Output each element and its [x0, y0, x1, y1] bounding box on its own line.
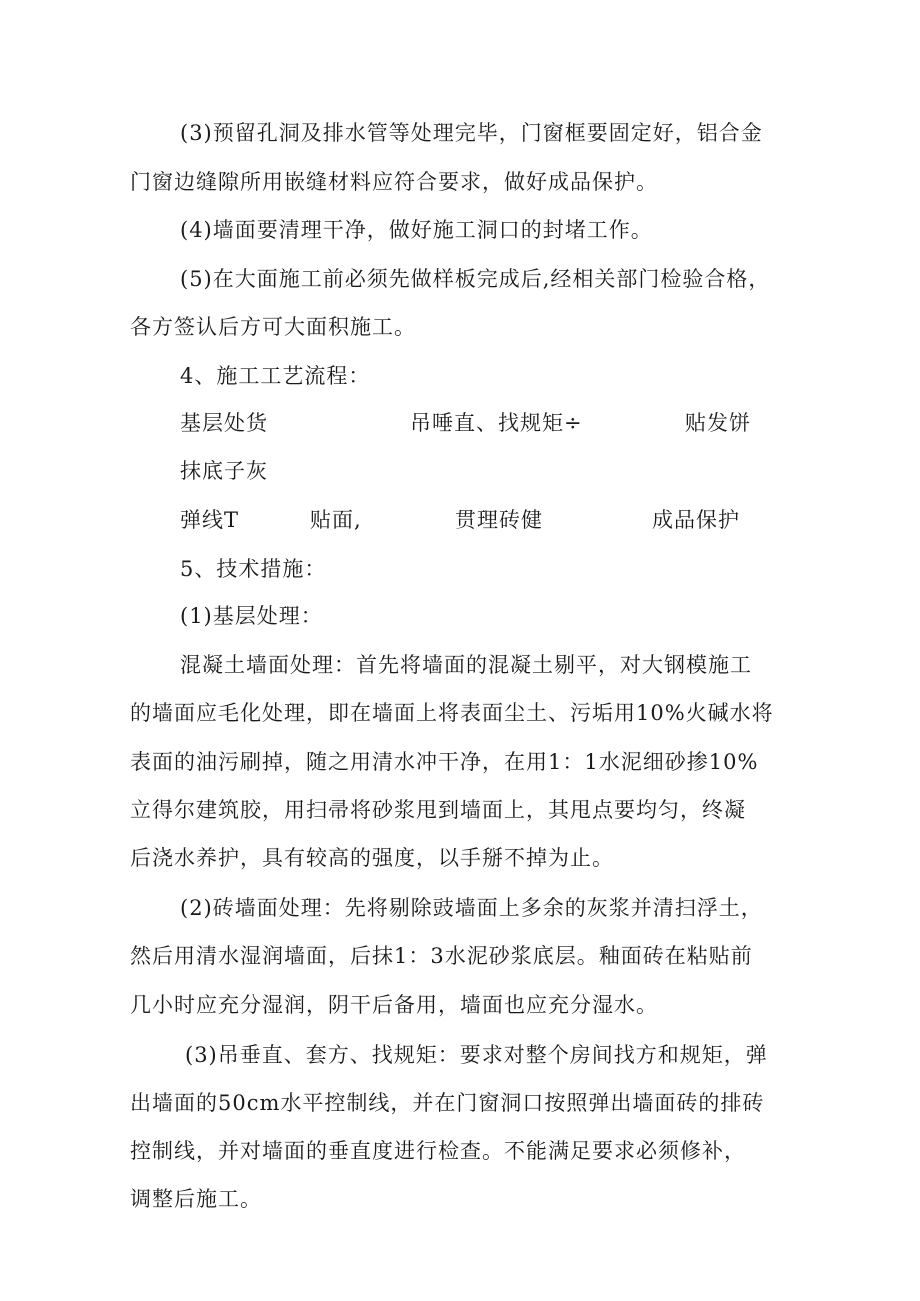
concrete-line-3: 表面的油污刷掉，随之用清水冲干净，在用1：1水泥细砂掺10%	[130, 750, 759, 774]
concrete-line-4: 立得尔建筑胶，用扫帚将砂浆甩到墙面上，其甩点要均匀，终凝	[130, 798, 746, 822]
paragraph-3-line-1: (3)预留孔洞及排水管等处理完毕，门窗框要固定好，铝合金	[180, 121, 763, 145]
concrete-line-5: 后浇水养护，具有较高的强度，以手掰不掉为止。	[130, 846, 614, 870]
flow-step: 基层处货	[180, 411, 268, 435]
section-5-heading: 5、技术措施：	[180, 557, 327, 581]
paragraph-3-line-2: 门窗边缝隙所用嵌缝材料应符合要求，做好成品保护。	[130, 170, 658, 194]
paragraph-5-line-1: (5)在大面施工前必须先做样板完成后,经相关部门检验合格，	[180, 267, 771, 291]
plumb-line-2: 出墙面的50cm水平控制线，并在门窗洞口按照弹出墙面砖的排砖	[130, 1091, 765, 1115]
brick-line-1: (2)砖墙面处理：先将剔除豉墙面上多余的灰浆并清扫浮土，	[180, 896, 763, 920]
brick-line-3: 几小时应充分湿润，阴干后备用，墙面也应充分湿水。	[130, 993, 658, 1017]
plumb-line-1: (3)吊垂直、套方、找规矩：要求对整个房间找方和规矩，弹	[185, 1043, 768, 1067]
flow-step: 贯理砖健	[455, 508, 543, 532]
concrete-line-2: 的墙面应毛化处理，即在墙面上将表面尘土、污垢用10%火碱水将	[130, 701, 774, 725]
flow-step: 贴发饼	[685, 411, 751, 435]
flow-step: 成品保护	[652, 508, 740, 532]
plumb-line-4: 调整后施工。	[130, 1187, 262, 1211]
paragraph-5-line-2: 各方签认后方可大面积施工。	[130, 315, 416, 339]
brick-line-2: 然后用清水湿润墙面，后抹1：3水泥砂浆底层。釉面砖在粘贴前	[130, 944, 753, 968]
subsection-5-1-heading: (1)基层处理：	[180, 604, 323, 628]
concrete-line-1: 混凝土墙面处理：首先将墙面的混凝土剔平，对大钢模施工	[180, 653, 752, 677]
flow-step: 抹底子灰	[180, 459, 268, 483]
section-4-heading: 4、施工工艺流程：	[180, 364, 371, 388]
flow-step: 吊唾直、找规矩÷	[410, 411, 583, 435]
flow-step: 弹线T	[180, 508, 240, 532]
flow-step: 贴面,	[310, 508, 362, 532]
paragraph-4: (4)墙面要清理干净，做好施工洞口的封堵工作。	[180, 218, 653, 242]
plumb-line-3: 控制线，并对墙面的垂直度进行检查。不能满足要求必须修补，	[130, 1139, 746, 1163]
